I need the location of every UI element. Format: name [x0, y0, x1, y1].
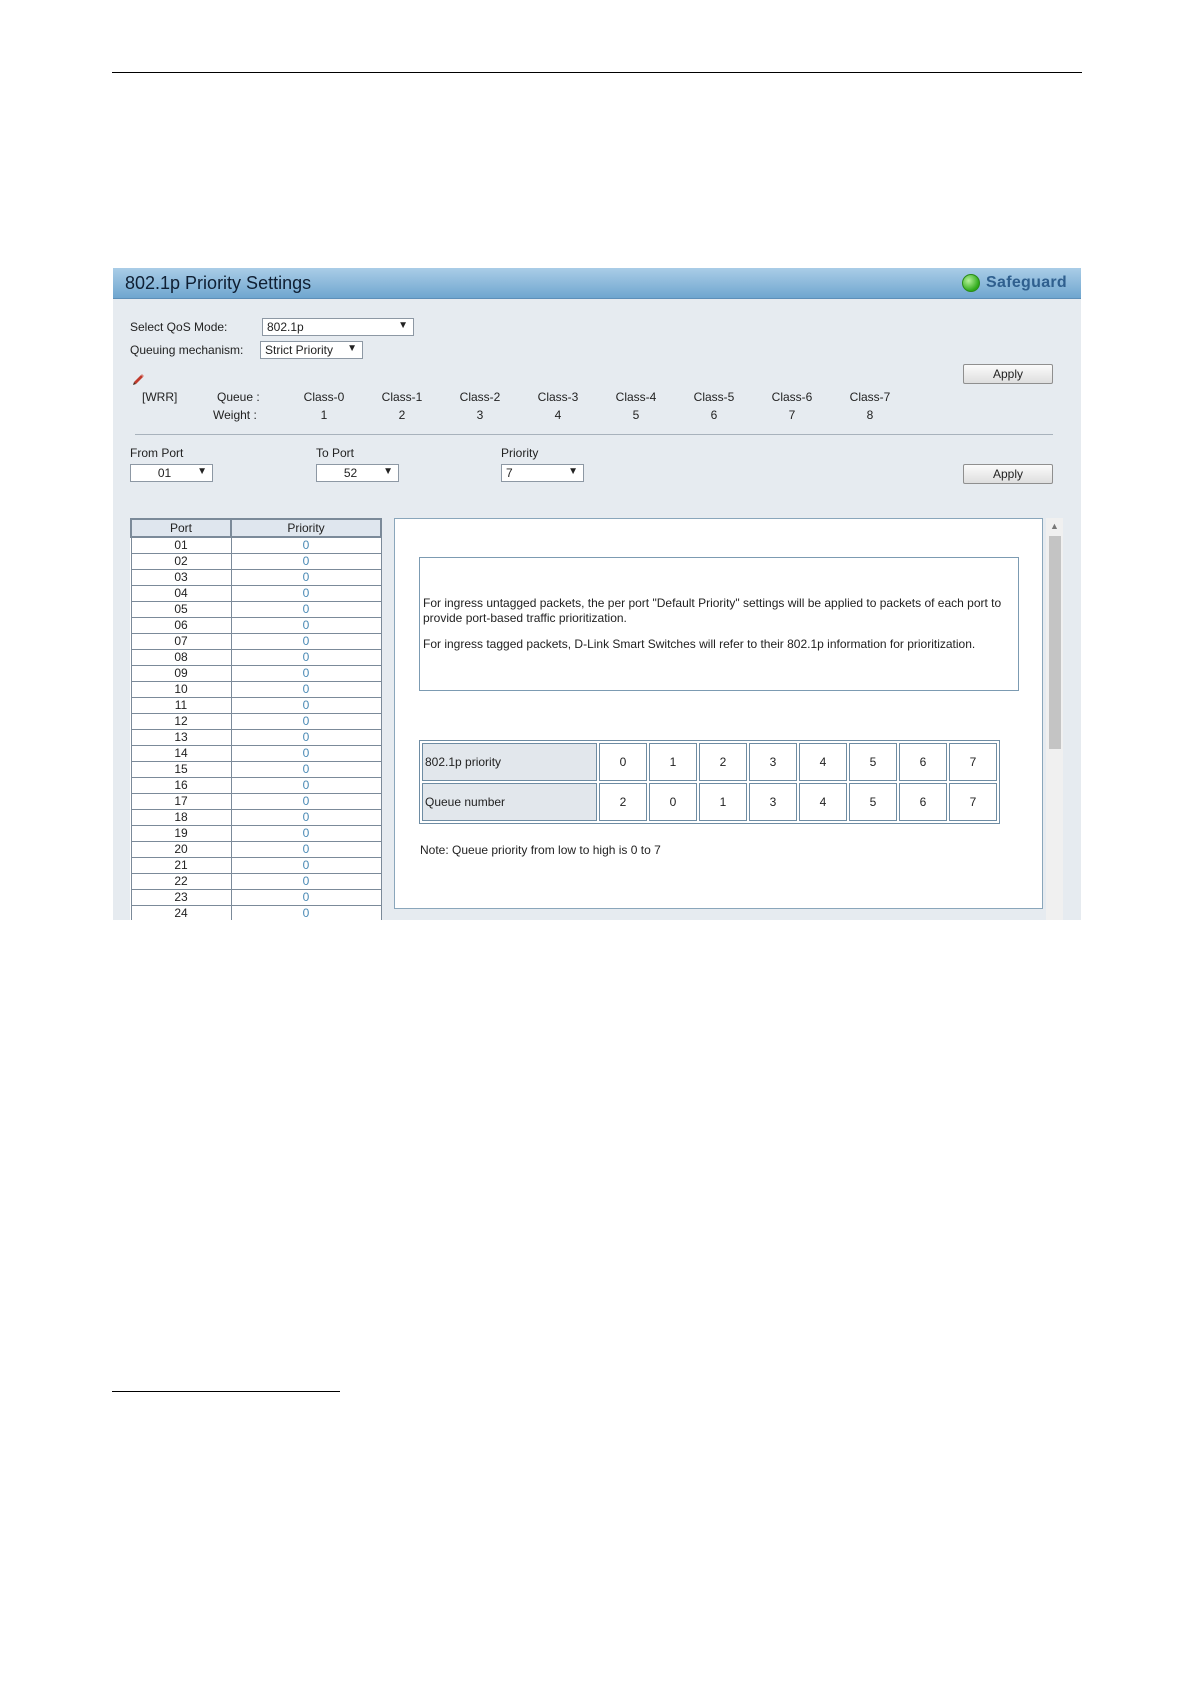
apply-port-priority-button[interactable]: Apply — [963, 464, 1053, 484]
port-cell: 11 — [131, 698, 231, 714]
port-cell: 09 — [131, 666, 231, 682]
port-cell: 02 — [131, 554, 231, 570]
table-row — [131, 842, 381, 858]
queuing-mechanism-value: Strict Priority — [265, 343, 334, 357]
priority-link[interactable]: 0 — [231, 906, 381, 921]
port-cell: 10 — [131, 682, 231, 698]
priority-info-panel — [394, 518, 1043, 909]
to-port-label: To Port — [316, 446, 355, 460]
priority-select[interactable] — [501, 464, 584, 482]
port-cell: 14 — [131, 746, 231, 762]
class-6-weight[interactable]: 7 — [788, 408, 796, 422]
table-row — [131, 778, 381, 794]
table-row — [131, 682, 381, 698]
table-row — [131, 794, 381, 810]
table-row — [131, 537, 381, 554]
port-cell: 13 — [131, 730, 231, 746]
map-priority-cell: 5 — [849, 743, 897, 781]
from-port-select[interactable] — [130, 464, 213, 482]
port-cell: 16 — [131, 778, 231, 794]
port-cell: 22 — [131, 874, 231, 890]
priority-link[interactable]: 0 — [231, 826, 381, 842]
panel-title: 802.1p Priority Settings — [125, 272, 312, 293]
map-queue-cell: 7 — [949, 783, 997, 821]
table-row — [131, 890, 381, 906]
priority-link[interactable]: 0 — [231, 650, 381, 666]
table-row — [131, 874, 381, 890]
class-1-label: Class-1 — [381, 390, 423, 404]
table-row — [131, 570, 381, 586]
priority-link[interactable]: 0 — [231, 666, 381, 682]
safeguard-led-icon — [962, 274, 980, 292]
table-row — [131, 650, 381, 666]
priority-link[interactable]: 0 — [231, 762, 381, 778]
port-cell: 01 — [131, 537, 231, 554]
port-cell: 24 — [131, 906, 231, 921]
chevron-down-icon: ▼ — [197, 466, 207, 477]
scroll-up-arrow-icon[interactable]: ▲ — [1050, 521, 1059, 531]
map-queue-cell: 1 — [699, 783, 747, 821]
priority-link[interactable]: 0 — [231, 810, 381, 826]
qos-mode-label: Select QoS Mode: — [130, 320, 228, 334]
class-4-weight[interactable]: 5 — [632, 408, 640, 422]
port-cell: 03 — [131, 570, 231, 586]
class-5-label: Class-5 — [693, 390, 735, 404]
class-5-weight[interactable]: 6 — [710, 408, 718, 422]
table-row — [131, 602, 381, 618]
priority-description-box — [419, 557, 1019, 691]
table-row — [131, 746, 381, 762]
chevron-down-icon: ▼ — [347, 343, 357, 354]
table-row — [131, 762, 381, 778]
scrollbar-thumb[interactable] — [1049, 536, 1061, 749]
priority-link[interactable]: 0 — [231, 618, 381, 634]
class-3-label: Class-3 — [537, 390, 579, 404]
priority-link[interactable]: 0 — [231, 794, 381, 810]
queue-priority-note: Note: Queue priority from low to high is 0 to 7 — [420, 843, 661, 857]
priority-link[interactable]: 0 — [231, 842, 381, 858]
table-row — [131, 554, 381, 570]
tagged-description: For ingress tagged packets, D-Link Smart Switches will refer to their 802.1p information for prioritization. — [423, 637, 976, 651]
chevron-down-icon: ▼ — [568, 466, 578, 477]
table-row — [131, 858, 381, 874]
priority-link[interactable]: 0 — [231, 602, 381, 618]
pencil-icon — [131, 371, 145, 385]
port-cell: 06 — [131, 618, 231, 634]
to-port-select[interactable] — [316, 464, 399, 482]
map-queue-cell: 5 — [849, 783, 897, 821]
port-column-header: Port — [131, 519, 231, 537]
map-priority-cell: 6 — [899, 743, 947, 781]
class-7-label: Class-7 — [849, 390, 891, 404]
apply-qos-button[interactable]: Apply — [963, 364, 1053, 384]
queuing-mechanism-label: Queuing mechanism: — [130, 343, 244, 357]
class-0-weight[interactable]: 1 — [320, 408, 328, 422]
from-port-value: 01 — [157, 466, 172, 480]
port-cell: 04 — [131, 586, 231, 602]
map-priority-cell: 7 — [949, 743, 997, 781]
port-cell: 23 — [131, 890, 231, 906]
port-cell: 21 — [131, 858, 231, 874]
from-port-label: From Port — [130, 446, 184, 460]
page-header-rule — [112, 72, 1082, 73]
map-queue-header: Queue number — [422, 783, 597, 821]
map-priority-header: 802.1p priority — [422, 743, 597, 781]
panel-titlebar — [113, 268, 1081, 299]
map-priority-row — [422, 743, 997, 781]
port-table-body — [131, 537, 381, 920]
table-row — [131, 826, 381, 842]
qos-mode-select[interactable] — [262, 318, 414, 336]
port-cell: 07 — [131, 634, 231, 650]
priority-value: 7 — [506, 466, 513, 480]
priority-link[interactable]: 0 — [231, 682, 381, 698]
map-queue-cell: 6 — [899, 783, 947, 821]
footnote-rule — [112, 1391, 340, 1392]
priority-link[interactable]: 0 — [231, 537, 381, 554]
class-6-label: Class-6 — [771, 390, 813, 404]
class-2-weight[interactable]: 3 — [476, 408, 484, 422]
class-3-weight[interactable]: 4 — [554, 408, 562, 422]
section-divider — [135, 434, 1053, 435]
priority-label: Priority — [501, 446, 539, 460]
priority-settings-panel — [113, 268, 1081, 920]
table-row — [131, 730, 381, 746]
port-cell: 12 — [131, 714, 231, 730]
class-0-label: Class-0 — [303, 390, 345, 404]
priority-link[interactable]: 0 — [231, 730, 381, 746]
priority-link[interactable]: 0 — [231, 714, 381, 730]
chevron-down-icon: ▼ — [398, 320, 408, 331]
table-row — [131, 810, 381, 826]
priority-link[interactable]: 0 — [231, 746, 381, 762]
priority-link[interactable]: 0 — [231, 698, 381, 714]
map-priority-cell: 0 — [599, 743, 647, 781]
table-row — [131, 666, 381, 682]
table-row — [131, 634, 381, 650]
scrollbar[interactable] — [1046, 518, 1063, 920]
map-priority-cell: 2 — [699, 743, 747, 781]
table-row — [131, 698, 381, 714]
safeguard-label: Safeguard — [986, 274, 1067, 291]
table-row — [131, 586, 381, 602]
class-1-weight[interactable]: 2 — [398, 408, 406, 422]
map-queue-row — [422, 783, 997, 821]
map-queue-cell: 0 — [649, 783, 697, 821]
port-cell: 15 — [131, 762, 231, 778]
qos-mode-value: 802.1p — [267, 320, 304, 334]
map-queue-cell: 3 — [749, 783, 797, 821]
map-priority-cell: 4 — [799, 743, 847, 781]
priority-link[interactable]: 0 — [231, 890, 381, 906]
port-cell: 17 — [131, 794, 231, 810]
port-cell: 18 — [131, 810, 231, 826]
priority-link[interactable]: 0 — [231, 778, 381, 794]
to-port-value: 52 — [343, 466, 358, 480]
priority-link[interactable]: 0 — [231, 570, 381, 586]
port-priority-table — [130, 518, 382, 920]
priority-link[interactable]: 0 — [231, 858, 381, 874]
chevron-down-icon: ▼ — [383, 466, 393, 477]
untagged-description: For ingress untagged packets, the per port "Default Priority" settings will be applied to packets of each port to provide port-based traffic prioritization. — [423, 596, 1002, 625]
priority-link[interactable]: 0 — [231, 874, 381, 890]
wrr-tag: [WRR] — [142, 390, 178, 404]
priority-column-header: Priority — [231, 519, 381, 537]
port-cell: 08 — [131, 650, 231, 666]
table-row — [131, 714, 381, 730]
wrr-queue-label: Queue : — [217, 390, 260, 404]
map-queue-cell: 2 — [599, 783, 647, 821]
map-queue-cell: 4 — [799, 783, 847, 821]
class-7-weight[interactable]: 8 — [866, 408, 874, 422]
port-cell: 19 — [131, 826, 231, 842]
table-row — [131, 906, 381, 921]
map-priority-cell: 1 — [649, 743, 697, 781]
wrr-weight-label: Weight : — [213, 408, 257, 422]
priority-link[interactable]: 0 — [231, 634, 381, 650]
table-row — [131, 618, 381, 634]
queuing-mechanism-select[interactable] — [260, 341, 363, 359]
priority-link[interactable]: 0 — [231, 586, 381, 602]
safeguard-indicator — [962, 274, 1067, 292]
class-4-label: Class-4 — [615, 390, 657, 404]
priority-link[interactable]: 0 — [231, 554, 381, 570]
port-cell: 05 — [131, 602, 231, 618]
class-2-label: Class-2 — [459, 390, 501, 404]
priority-queue-map-table — [419, 740, 1000, 824]
port-cell: 20 — [131, 842, 231, 858]
map-priority-cell: 3 — [749, 743, 797, 781]
